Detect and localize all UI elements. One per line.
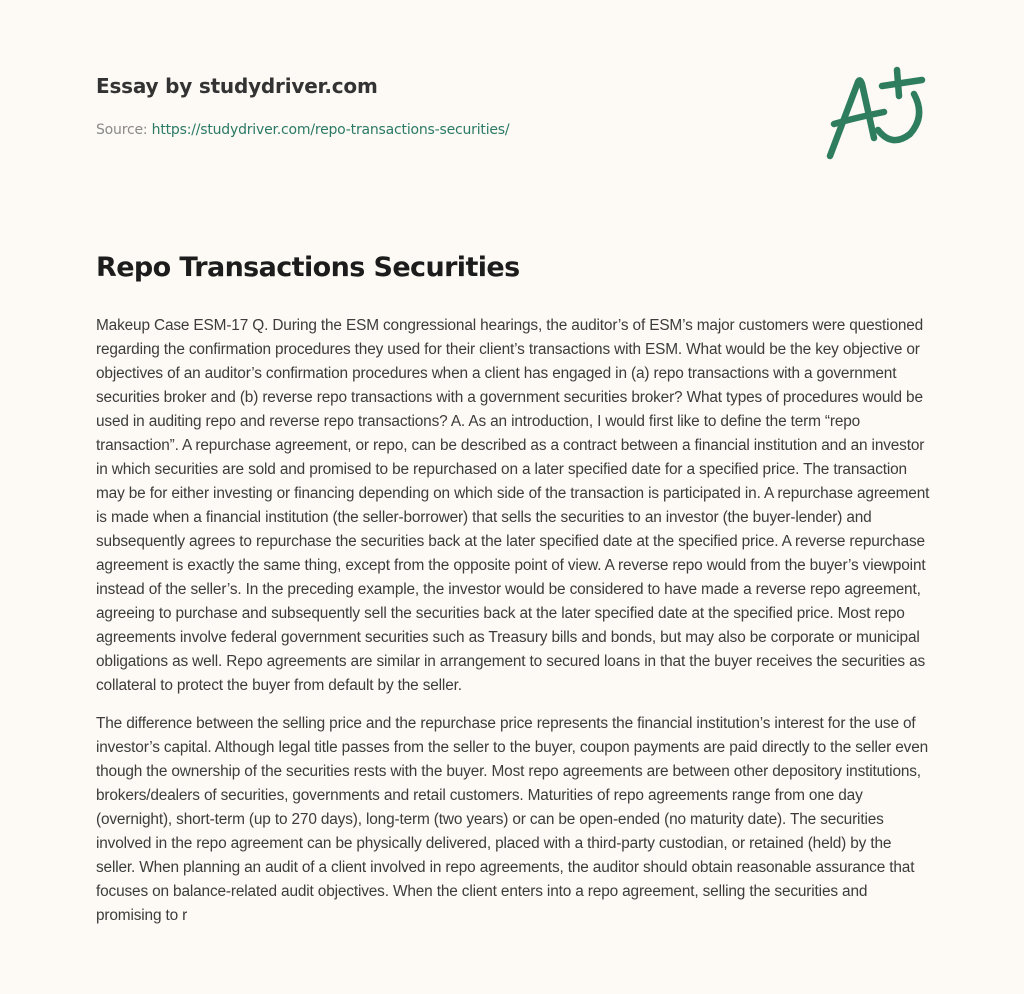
source-line xyxy=(96,122,796,138)
a-plus-grade-icon xyxy=(822,66,932,166)
page-title: Repo Transactions Securities xyxy=(96,252,520,283)
article-paragraph: Makeup Case ESM-17 Q. During the ESM congressional hearings, the auditor’s of ESM’s major customers were questioned regarding the confirmation procedures they used for their client’s transactions with ESM. What would be the key objective or objectives of an auditor’s confirmation procedures when a client has engaged in (a) repo transactions with a government securities broker and (b) reverse repo transactions with a government securities broker? What types of procedures would be used in auditing repo and reverse repo transactions? A. As an introduction, I would first like to define the term “repo transaction”. A repurchase agreement, or repo, can be described as a contract between a financial institution and an investor in which securities are sold and promised to be repurchased on a later specified date for a specified price. The transaction may be for either investing or financing depending on which side of the transaction is participated in. A repurchase agreement is made when a financial institution (the seller-borrower) that sells the securities to an investor (the buyer-lender) and subsequently agrees to repurchase the securities back at the later specified date at the specified price. A reverse repurchase agreement is exactly the same thing, except from the opposite point of view. A reverse repo would from the buyer’s viewpoint instead of the seller’s. In the preceding example, the investor would be considered to have made a reverse repo agreement, agreeing to purchase and subsequently sell the securities back at the later specified date at the specified price. Most repo agreements involve federal government securities such as Treasury bills and bonds, but may also be corporate or municipal obligations as well. Repo agreements are similar in arrangement to secured loans in that the buyer receives the securities as collateral to protect the buyer from default by the seller. xyxy=(96,317,930,694)
article-body xyxy=(96,314,934,942)
brand-title: Essay by studydriver.com xyxy=(96,74,378,98)
page-header xyxy=(96,74,796,138)
source-link[interactable]: https://studydriver.com/repo-transactions-securities/ xyxy=(151,122,510,138)
source-label: Source: xyxy=(96,122,152,138)
article-paragraph: The difference between the selling price and the repurchase price represents the financial institution’s interest for the use of investor’s capital. Although legal title passes from the seller to the buyer, coupon payments are paid directly to the seller even though the ownership of the securities rests with the buyer. Most repo agreements are between other depository institutions, brokers/dealers of securities, governments and retail customers. Maturities of repo agreements range from one day (overnight), short-term (up to 270 days), long-term (two years) or can be open-ended (no maturity date). The securities involved in the repo agreement can be physically delivered, placed with a third-party custodian, or retained (held) by the seller. When planning an audit of a client involved in repo agreements, the auditor should obtain reasonable assurance that focuses on balance-related audit objectives. When the client enters into a repo agreement, selling the securities and promising to r xyxy=(96,715,929,924)
